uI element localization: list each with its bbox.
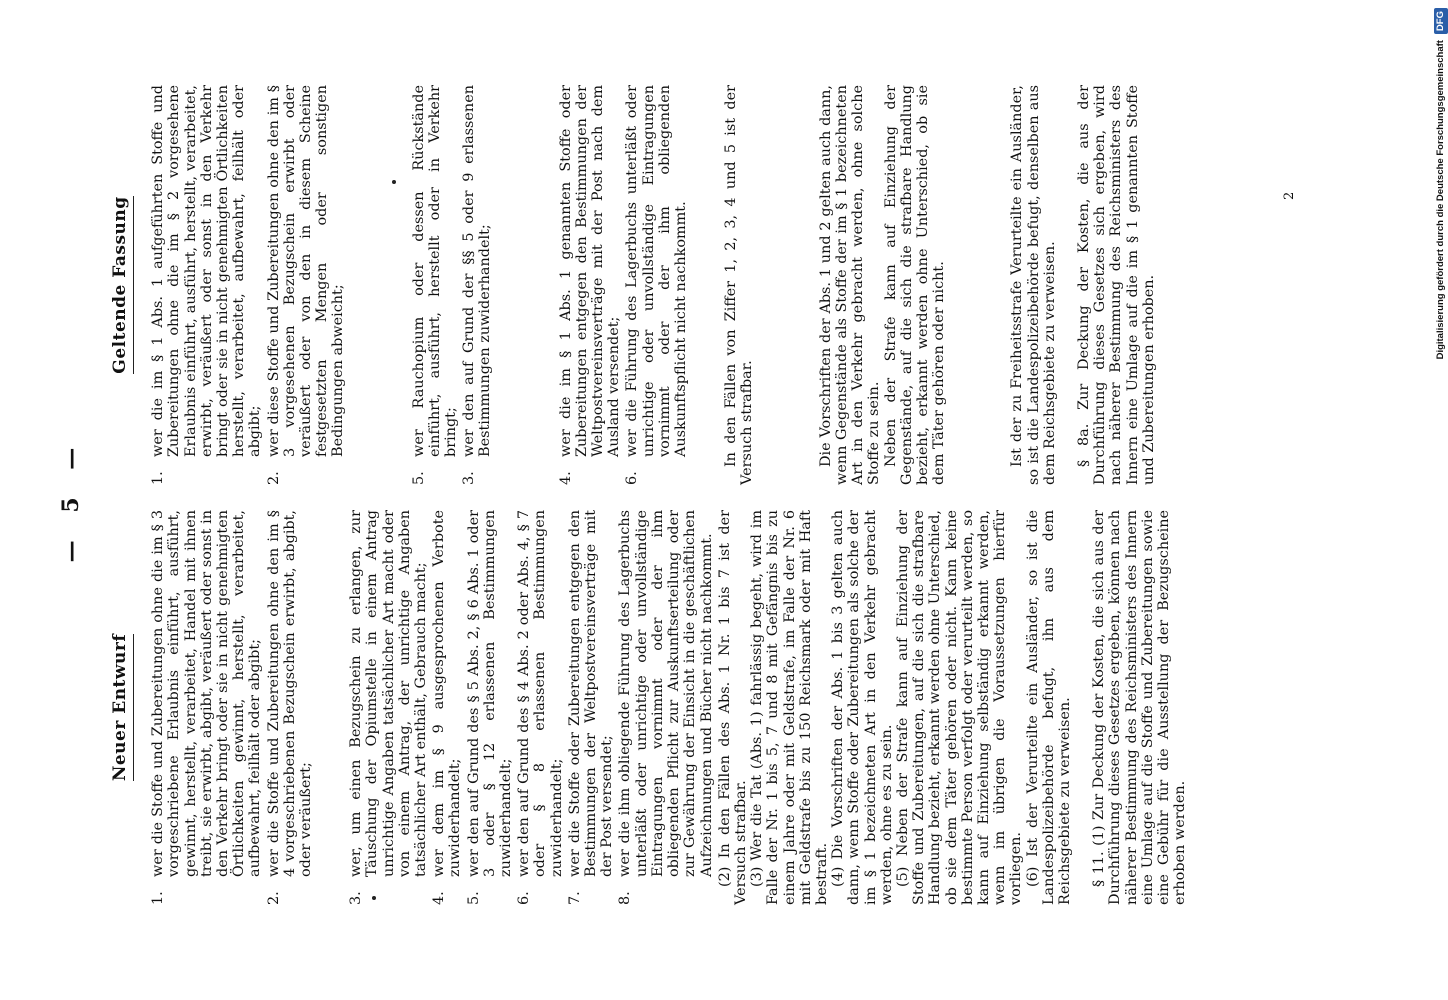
section-8a: § 8a. Zur Deckung der Kosten, die aus der Durchführung dieses Gesetzes sich ergeben, wird nach näherer Bestimmung des Reichsministers des Innern eine Umlage auf die im § 1 genannten Stoffe und Zubereitungen erhoben. [1075, 85, 1157, 485]
paragraph: (2) In den Fällen des Abs. 1 Nr. 1 bis 7 ist der Versuch strafbar. [716, 510, 749, 905]
section-11: § 11. (1) Zur Deckung der Kosten, die sich aus der Durchführung dieses Gesetzes ergeben, können nach näherer Bestimmung des Reichsministers des Innern eine Umlage auf die Stoffe und Zubereitungen sowie eine Gebühr für die Ausstellung der Bezugscheine erhoben werden. [1091, 510, 1189, 905]
paragraph: In den Fällen von Ziffer 1, 2, 3, 4 und 5 ist der Versuch strafbar. [723, 85, 756, 485]
list-item: 6. wer den auf Grund des § 4 Abs. 2 oder Abs. 4, § 7 oder § 8 erlassenen Bestimmungen zuwiderhandelt; [516, 510, 565, 905]
column-heading: Geltende Fassung [112, 85, 128, 485]
column-neuer-entwurf [112, 510, 1188, 905]
column-geltende-fassung [112, 85, 1157, 485]
paragraph: Neben der Strafe kann auf Einziehung der Gegenstände, auf die sich die strafbare Handlung bezieht, erkannt werden ohne Unterschied, ob sie dem Täter gehören oder nicht. [882, 85, 948, 485]
paragraph: (5) Neben der Strafe kann auf Einziehung der Stoffe und Zubereitungen, auf die sich die strafbare Handlung bezieht, erkannt werden ohne Unterschied, ob sie dem Täter gehören oder nicht. Kann keine bestimmte Person verfolgt oder verurteilt werden, so kann auf Einziehung selbständig erkannt werden, wenn im übrigen die Voraussetzungen hierfür vorliegen. [894, 510, 1025, 905]
list-item: 6. wer die Führung des Lagerbuchs unterläßt oder unrichtige oder unvollständige Eintragungen vornimmt oder der ihm obliegenden Auskunftspflicht nicht nachkommt. [624, 85, 690, 485]
paragraph: (4) Die Vorschriften der Abs. 1 bis 3 gelten auch dann, wenn Stoffe oder Zubereitungen als solche der im § 1 bezeichneten Art in den Verkehr gebracht werden, ohne es zu sein. [830, 510, 895, 905]
column-heading: Neuer Entwurf [112, 510, 128, 905]
list-item: 3. wer, um einen Bezugschein zu erlangen, zur Täuschung der Opiumstelle in einem Antrag unrichtige Angaben tatsächlicher Art macht oder von einem Antrag, der unrichtige Angaben tatsächlicher Art enthält, Gebrauch macht; [348, 510, 430, 905]
ink-dot [392, 180, 396, 184]
ink-dot [372, 896, 376, 900]
paragraph: Ist der zu Freiheitsstrafe Verurteilte ein Ausländer, so ist die Landespolizeibehörde befugt, denselben aus dem Reichsgebiete zu verweisen. [1009, 85, 1058, 485]
list-item: 4. wer die im § 1 Abs. 1 genannten Stoffe oder Zubereitungen entgegen den Bestimmungen der Weltpostvereinsverträge mit der Post nach dem Ausland versendet; [557, 85, 623, 485]
list-item: 8. wer die ihm obliegende Führung des Lagerbuchs unterläßt oder unrichtige oder unvollständige Eintragungen vornimmt oder der ihm obliegenden Pflicht zur Auskunftserteilung oder zur Gewährung der Einsicht in die geschäftlichen Aufzeichnungen und Bücher nicht nachkommt. [617, 510, 715, 905]
list-item: 1. wer die Stoffe und Zubereitungen ohne die im § 3 vorgeschriebene Erlaubnis einführt, ausführt, gewinnt, herstellt, verarbeitet, Handel mit ihnen treibt, sie erwirbt, abgibt, veräußert oder sonst in den Verkehr bringt oder sie in nicht genehmigten Örtlichkeiten gewinnt, herstellt, verarbeitet, aufbewahrt, feilhält oder abgibt; [150, 510, 264, 905]
list-item: 2. wer diese Stoffe und Zubereitungen ohne den im § 3 vorgesehenen Bezugschein erwirbt oder veräußert oder von den in diesem Scheine festgesetzten Mengen oder sonstigen Bedingungen abweicht; [265, 85, 347, 485]
list-item: 3. wer den auf Grund der §§ 5 oder 9 erlassenen Bestimmungen zuwiderhandelt; [461, 85, 494, 485]
paragraph: (3) Wer die Tat (Abs. 1) fahrlässig begeht, wird im Falle der Nr. 1 bis 5, 7 und 8 mit Gefängnis bis zu einem Jahre oder mit Geldstrafe, im Falle der Nr. 6 mit Geldstrafe bis zu 150 Reichsmark oder mit Haft bestraft. [749, 510, 830, 905]
sheet-number: 2 [1282, 191, 1297, 200]
list-item: 5. wer Rauchopium oder dessen Rückstände einführt, ausführt, herstellt oder in Verkehr bringt; [410, 85, 460, 485]
page-number: — 5 — [58, 437, 84, 563]
paragraph: (6) Ist der Verurteilte ein Ausländer, so ist die Landespolizeibehörde befugt, ihn aus dem Reichsgebiete zu verweisen. [1024, 510, 1073, 905]
paragraph: Die Vorschriften der Abs. 1 und 2 gelten auch dann, wenn Gegenstände als Stoffe der im § 1 bezeichneten Art in den Verkehr gebracht werden, ohne solche Stoffe zu sein. [817, 85, 883, 485]
digitization-sidebar [1420, 8, 1446, 992]
list-item: 4. wer dem im § 9 ausgesprochenen Verbote zuwiderhandelt; [431, 510, 464, 905]
list-item: 5. wer den auf Grund des § 5 Abs. 2, § 6 Abs. 1 oder 3 oder § 12 erlassenen Bestimmungen zuwiderhandelt; [465, 510, 515, 905]
list-item: 7. wer die Stoffe oder Zubereitungen entgegen den Bestimmungen der Weltpostvereinsverträge mit der Post versendet; [566, 510, 616, 905]
sidebar-credit: Digitalisierung gefördert durch die Deutsche Forschungsgemeinschaft [1435, 40, 1446, 360]
list-item: 1. wer die im § 1 Abs. 1 aufgeführten Stoffe und Zubereitungen ohne die im § 2 vorgesehene Erlaubnis einführt, ausführt, herstellt, verarbeitet, erwirbt, veräußert oder sonst in den Verkehr bringt oder sie in nicht genehmigten Örtlichkeiten herstellt, verarbeitet, aufbewahrt, feilhält oder abgibt; [150, 85, 264, 485]
dfg-logo: DFG [1434, 8, 1448, 34]
list-item: 2. wer die Stoffe und Zubereitungen ohne den im § 4 vorgeschriebenen Bezugschein erwirbt, abgibt, oder veräußert; [265, 510, 315, 905]
